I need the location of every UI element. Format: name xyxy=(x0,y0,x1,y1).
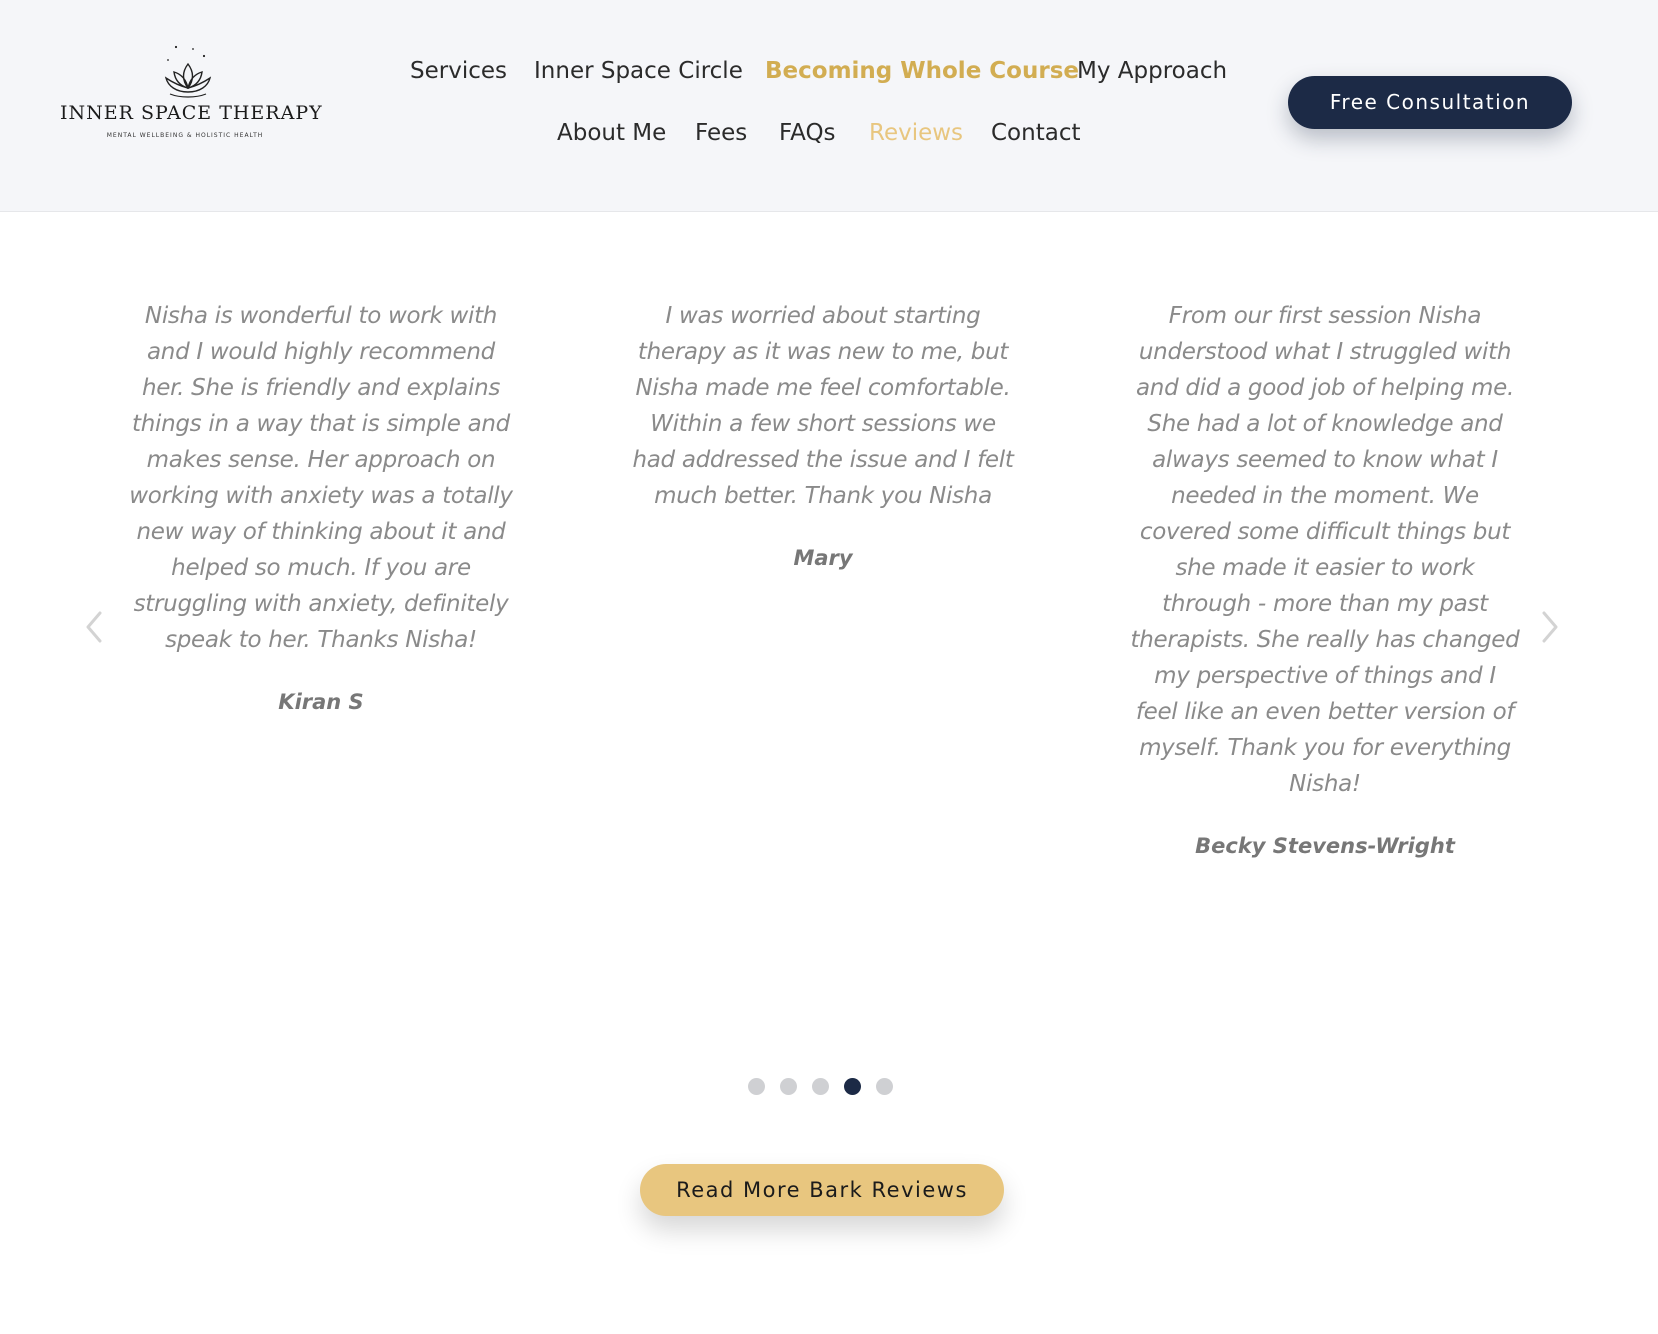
logo-title: INNER SPACE THERAPY xyxy=(60,102,323,124)
nav-reviews[interactable]: Reviews xyxy=(869,120,964,146)
nav-services[interactable]: Services xyxy=(410,58,507,84)
review-author: Kiran S xyxy=(278,690,364,714)
site-header xyxy=(0,0,1658,212)
carousel-dot[interactable] xyxy=(876,1078,893,1095)
nav-becoming-whole-course[interactable]: Becoming Whole Course xyxy=(765,58,1079,84)
carousel-dot[interactable] xyxy=(812,1078,829,1095)
review-card xyxy=(1130,298,1520,858)
review-text: Nisha is wonderful to work with and I would highly recommend her. She is friendly and explains things in a way that is simple and makes sense. Her approach on working with anxiety was a totally new way of thinking about it and helped so much. If you are struggling with anxiety, definitely speak to her. Thanks Nisha! xyxy=(129,303,513,653)
review-text: I was worried about starting therapy as it was new to me, but Nisha made me feel comfortable. Within a few short sessions we had addressed the issue and I felt much better. Thank you Nisha xyxy=(632,303,1014,509)
review-card xyxy=(628,298,1018,570)
nav-fees[interactable]: Fees xyxy=(695,120,748,146)
site-logo[interactable] xyxy=(60,42,323,152)
nav-contact[interactable]: Contact xyxy=(991,120,1081,146)
nav-inner-space-circle[interactable]: Inner Space Circle xyxy=(534,58,743,84)
chevron-right-icon[interactable] xyxy=(1534,607,1564,647)
carousel-dot[interactable] xyxy=(748,1078,765,1095)
nav-my-approach[interactable]: My Approach xyxy=(1077,58,1228,84)
carousel-dot[interactable] xyxy=(780,1078,797,1095)
carousel-dot-active[interactable] xyxy=(844,1078,861,1095)
lotus-icon xyxy=(156,42,220,108)
review-text: From our first session Nisha understood what I struggled with and did a good job of helping me. She had a lot of knowledge and always seemed to know what I needed in the moment. We covered some difficult things but she made it easier to work through - more than my past therapists. She really has changed my perspective of things and I feel like an even better version of myself. Thank you for everything Nisha! xyxy=(1130,303,1520,797)
review-author: Mary xyxy=(793,546,853,570)
free-consultation-button[interactable]: Free Consultation xyxy=(1288,76,1572,129)
chevron-left-icon[interactable] xyxy=(80,607,110,647)
logo-tagline: MENTAL WELLBEING & HOLISTIC HEALTH xyxy=(106,132,264,139)
nav-faqs[interactable]: FAQs xyxy=(779,120,836,146)
review-card xyxy=(126,298,516,714)
read-more-bark-reviews-button[interactable]: Read More Bark Reviews xyxy=(640,1164,1004,1216)
review-author: Becky Stevens-Wright xyxy=(1195,834,1455,858)
reviews-carousel xyxy=(0,212,1658,1072)
nav-about-me[interactable]: About Me xyxy=(557,120,667,146)
